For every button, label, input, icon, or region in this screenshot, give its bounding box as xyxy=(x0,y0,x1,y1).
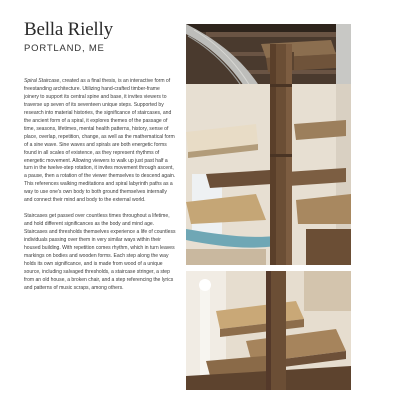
artwork-title: Spiral Staircase xyxy=(24,78,60,84)
description-paragraph-1-text: , created as a final thesis, is an interactive form of freestanding architecture. Utilizing hand-crafted timber-frame joinery to support its central spine and base, it invites viewers to traverse up seven of its seventeen unique steps. Supported by research into material histories, the significance of staircases, and the ancient form of a spiral, it explores themes of the passage of time, seasons, lifetimes, mental health patterns, history, sense of place, overlap, repetition, change, as well as the mathematical form of a sine wave. Sine waves and spirals are both energetic forms found in all scales of existence, as they represent rhythms of energetic movement. Allowing viewers to walk up just past half a turn in the twelve-step rotation, it invites movement through ascent, a pause, then a rotation of the viewer themselves to descend again. This references walking meditations and spiral labyrinth paths as a way to use one's own body to both ground themselves internally and connect their mind and body to the external world. xyxy=(24,78,176,204)
description-paragraph-2: Staircases get passed over countless times throughout a lifetime, and hold different significances as the body and mind age. Staircases and thresholds themselves experience a life of countless individuals passing over them in very similar ways within their housed building. With repetition comes rhythm, which in turn leaves markings on bodies and wooden forms. Each step along the way holds its own significance, and is made from wood of a unique source, including salvaged thresholds, a staircase stringer, a step from an old house, a broken chair, and a step referencing the lyrics and patterns of music scraps, among others. xyxy=(24,213,176,291)
installation-photo-main-image xyxy=(186,24,351,265)
artwork-description xyxy=(24,78,176,293)
artist-name: Bella Rielly xyxy=(24,19,113,40)
artist-location: PORTLAND, ME xyxy=(24,43,105,54)
description-paragraph-1 xyxy=(24,78,176,205)
installation-photo-detail-image xyxy=(186,271,351,390)
text-column xyxy=(24,20,176,301)
installation-photo-main xyxy=(186,24,351,265)
installation-photo-detail xyxy=(186,271,351,390)
